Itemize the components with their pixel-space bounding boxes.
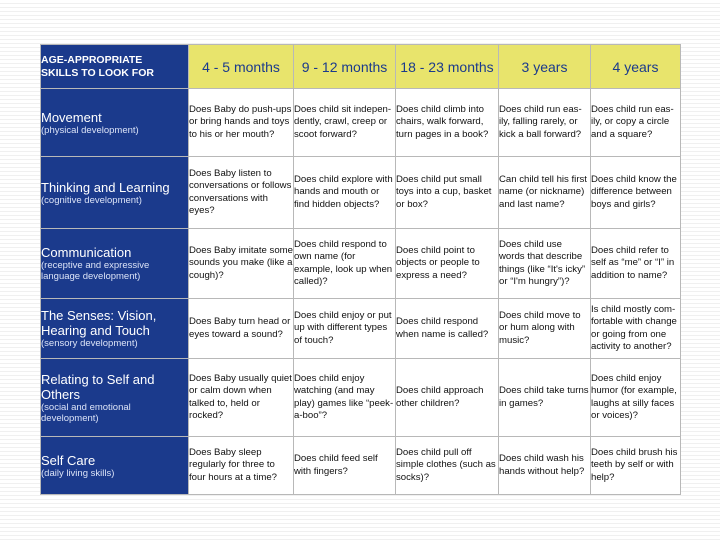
- question-cell: Does child run eas-ily, falling rarely, or kick a ball forward?: [499, 89, 591, 157]
- question-cell: Does Baby listen to conversations or follows conversations with eyes?: [189, 157, 294, 229]
- question-cell: Does Baby sleep regularly for three to four hours at a time?: [189, 437, 294, 495]
- question-cell: Does child sit indepen-dently, crawl, creep or scoot forward?: [294, 89, 396, 157]
- question-cell: Does child enjoy humor (for example, laughs at silly faces or voices)?: [591, 359, 681, 437]
- corner-line-2: SKILLS TO LOOK FOR: [41, 66, 154, 79]
- age-header-9-12-months: 9 - 12 months: [294, 45, 396, 89]
- skill-label: [41, 437, 189, 495]
- question-cell: Does Baby usually quiet or calm down when talked to, held or rocked?: [189, 359, 294, 437]
- skill-title: Self Care: [41, 452, 96, 468]
- header-row: [41, 45, 681, 89]
- table-row-movement: [41, 89, 681, 157]
- skill-subtitle: (cognitive development): [41, 194, 142, 206]
- question-cell: Does child put small toys into a cup, basket or box?: [396, 157, 499, 229]
- corner-header: [41, 45, 189, 89]
- table-row-relating: [41, 359, 681, 437]
- question-cell: Does Baby turn head or eyes toward a sound?: [189, 299, 294, 359]
- skill-title: Relating to Self and Others: [41, 371, 155, 402]
- question-cell: Does child point to objects or people to express a need?: [396, 229, 499, 299]
- table-row-thinking: [41, 157, 681, 229]
- question-cell: Does child approach other children?: [396, 359, 499, 437]
- age-header-18-23-months: 18 - 23 months: [396, 45, 499, 89]
- skill-title: Thinking and Learning: [41, 179, 170, 195]
- skill-subtitle: (daily living skills): [41, 467, 115, 479]
- question-cell: Does child climb into chairs, walk forward, turn pages in a book?: [396, 89, 499, 157]
- skill-subtitle: (physical development): [41, 124, 139, 136]
- question-cell: Does Baby do push-ups or bring hands and toys to his or her mouth?: [189, 89, 294, 157]
- table-row-communication: [41, 229, 681, 299]
- question-cell: Does child use words that describe things (like “It's icky” or “I'm hungry”)?: [499, 229, 591, 299]
- question-cell: Does child take turns in games?: [499, 359, 591, 437]
- question-cell: Does child wash his hands without help?: [499, 437, 591, 495]
- question-cell: Does child respond when name is called?: [396, 299, 499, 359]
- question-cell: Does child pull off simple clothes (such as socks)?: [396, 437, 499, 495]
- question-cell: Does child move to or hum along with music?: [499, 299, 591, 359]
- age-header-4-5-months: 4 - 5 months: [189, 45, 294, 89]
- skill-subtitle: (sensory development): [41, 338, 138, 349]
- question-cell: Does child know the difference between boys and girls?: [591, 157, 681, 229]
- table-row-senses: [41, 299, 681, 359]
- question-cell: Does child feed self with fingers?: [294, 437, 396, 495]
- age-header-4-years: 4 years: [591, 45, 681, 89]
- skill-label: [41, 157, 189, 229]
- question-cell: Does child brush his teeth by self or with help?: [591, 437, 681, 495]
- skills-table: [40, 44, 681, 495]
- question-cell: Does child enjoy watching (and may play) games like “peek-a-boo”?: [294, 359, 396, 437]
- skill-label: [41, 89, 189, 157]
- skill-title: The Senses: Vision, Hearing and Touch: [41, 308, 157, 338]
- skill-title: Communication: [41, 245, 132, 260]
- question-cell: Does Baby imitate some sounds you make (like a cough)?: [189, 229, 294, 299]
- corner-line-1: AGE-APPROPRIATE: [41, 53, 143, 66]
- table-row-self-care: [41, 437, 681, 495]
- skills-chart: [40, 44, 680, 494]
- skill-subtitle: (social and emotional development): [41, 401, 131, 424]
- question-cell: Can child tell his first name (or nickname) and last name?: [499, 157, 591, 229]
- age-header-3-years: 3 years: [499, 45, 591, 89]
- skill-title: Movement: [41, 109, 102, 125]
- skill-label: [41, 359, 189, 437]
- skill-label: [41, 299, 189, 359]
- question-cell: Does child enjoy or put up with different types of touch?: [294, 299, 396, 359]
- skill-subtitle: (receptive and expressive language development): [41, 260, 150, 282]
- question-cell: Does child run eas-ily, or copy a circle and a square?: [591, 89, 681, 157]
- question-cell: Is child mostly com-fortable with change or going from one activity to another?: [591, 299, 681, 359]
- question-cell: Does child respond to own name (for example, look up when called)?: [294, 229, 396, 299]
- question-cell: Does child refer to self as “me” or “I” in addition to name?: [591, 229, 681, 299]
- skill-label: [41, 229, 189, 299]
- question-cell: Does child explore with hands and mouth or find hidden objects?: [294, 157, 396, 229]
